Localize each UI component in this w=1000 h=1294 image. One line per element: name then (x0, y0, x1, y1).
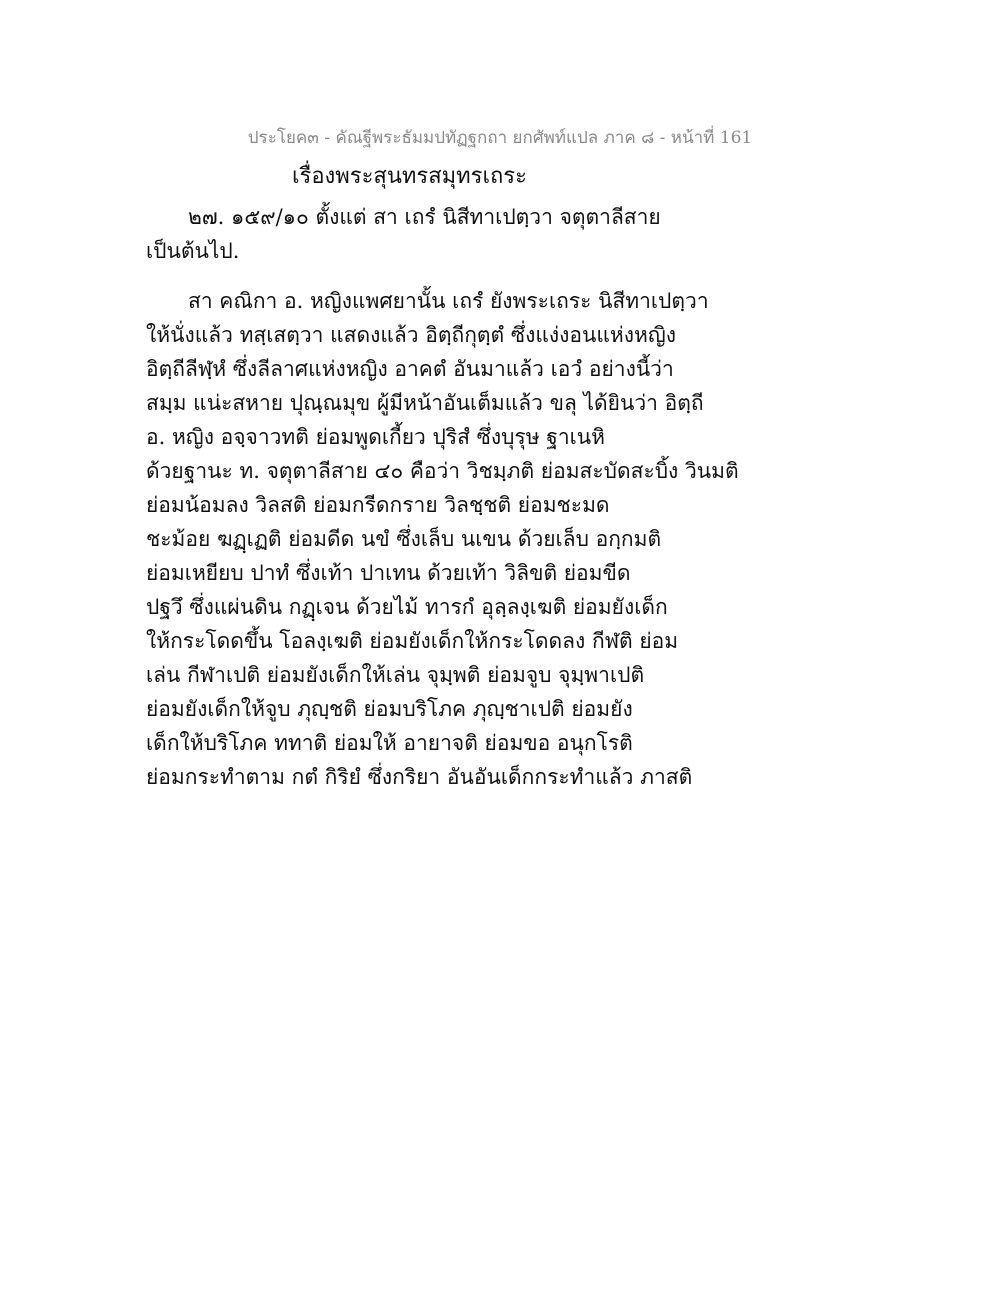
reference-line: ๒๗. ๑๕๙/๑๐ ตั้งแต่ สา เถรํ นิสีทาเปตฺวา จตุตาลีสาย (188, 205, 661, 229)
paragraph-line: ปฐวึ ซึ่งแผ่นดิน กฏฺเจน ด้วยไม้ ทารกํ อุลฺลงฺเฆติ ย่อมยังเด็ก (146, 595, 668, 619)
paragraph-line: เด็กให้บริโภค ททาติ ย่อมให้ อายาจติ ย่อมขอ อนุกโรติ (146, 731, 633, 755)
paragraph-line: ย่อมน้อมลง วิลสติ ย่อมกรีดกราย วิลชฺชติ ย่อมชะมด (146, 493, 610, 517)
body-text (146, 200, 739, 794)
paragraph-line: อ. หญิง อจฺจาวทติ ย่อมพูดเกี้ยว ปุริสํ ซึ่งบุรุษ ฐาเนหิ (146, 425, 605, 449)
paragraph-line: ย่อมกระทำตาม กตํ กิริยํ ซึ่งกริยา อันอันเด็กกระทำแล้ว ภาสติ (146, 765, 693, 789)
paragraph-line: เล่น กีฬาเปติ ย่อมยังเด็กให้เล่น จุมฺพติ ย่อมจูบ จุมฺพาเปติ (146, 663, 645, 687)
paragraph-line: สมฺม แน่ะสหาย ปุณฺณมุข ผู้มีหน้าอันเต็มแล้ว ขลุ ได้ยินว่า อิตฺถี (146, 391, 704, 415)
paragraph-line: สา คณิกา อ. หญิงแพศยานั้น เถรํ ยังพระเถระ นิสีทาเปตฺวา (188, 289, 709, 313)
paragraph-line: ย่อมเหยียบ ปาทํ ซึ่งเท้า ปาเทน ด้วยเท้า วิลิขติ ย่อมขีด (146, 561, 631, 585)
paragraph-line: ย่อมยังเด็กให้จูบ ภุญฺชติ ย่อมบริโภค ภุญฺชาเปติ ย่อมยัง (146, 697, 633, 721)
paragraph-line: ให้กระโดดขึ้น โอลงฺเฆติ ย่อมยังเด็กให้กระโดดลง กีฬติ ย่อม (146, 629, 679, 653)
paragraph-line: ด้วยฐานะ ท. จตุตาลีสาย ๔๐ คือว่า วิชมฺภติ ย่อมสะบัดสะบิ้ง วินมติ (146, 459, 739, 483)
running-head: ประโยค๓ - คัณฐีพระธัมมปทัฏฐกถา ยกศัพท์แปล ภาค ๘ - หน้าที่ 161 (247, 128, 753, 148)
reference-line: เป็นต้นไป. (146, 239, 240, 263)
story-title: เรื่องพระสุนทรสมุทรเถระ (292, 164, 527, 189)
paragraph-line: ชะม้อย ฆฏฺเฏติ ย่อมดีด นขํ ซึ่งเล็บ นเขน ด้วยเล็บ อกฺกมติ (146, 527, 662, 551)
paragraph-line: อิตฺถีลีฬฺหํ ซึ่งลีลาศแห่งหญิง อาคตํ อันมาแล้ว เอวํ อย่างนี้ว่า (146, 357, 674, 381)
paragraph-line: ให้นั่งแล้ว ทสฺเสตฺวา แสดงแล้ว อิตฺถีกุตฺตํ ซึ่งแง่งอนแห่งหญิง (146, 323, 677, 347)
